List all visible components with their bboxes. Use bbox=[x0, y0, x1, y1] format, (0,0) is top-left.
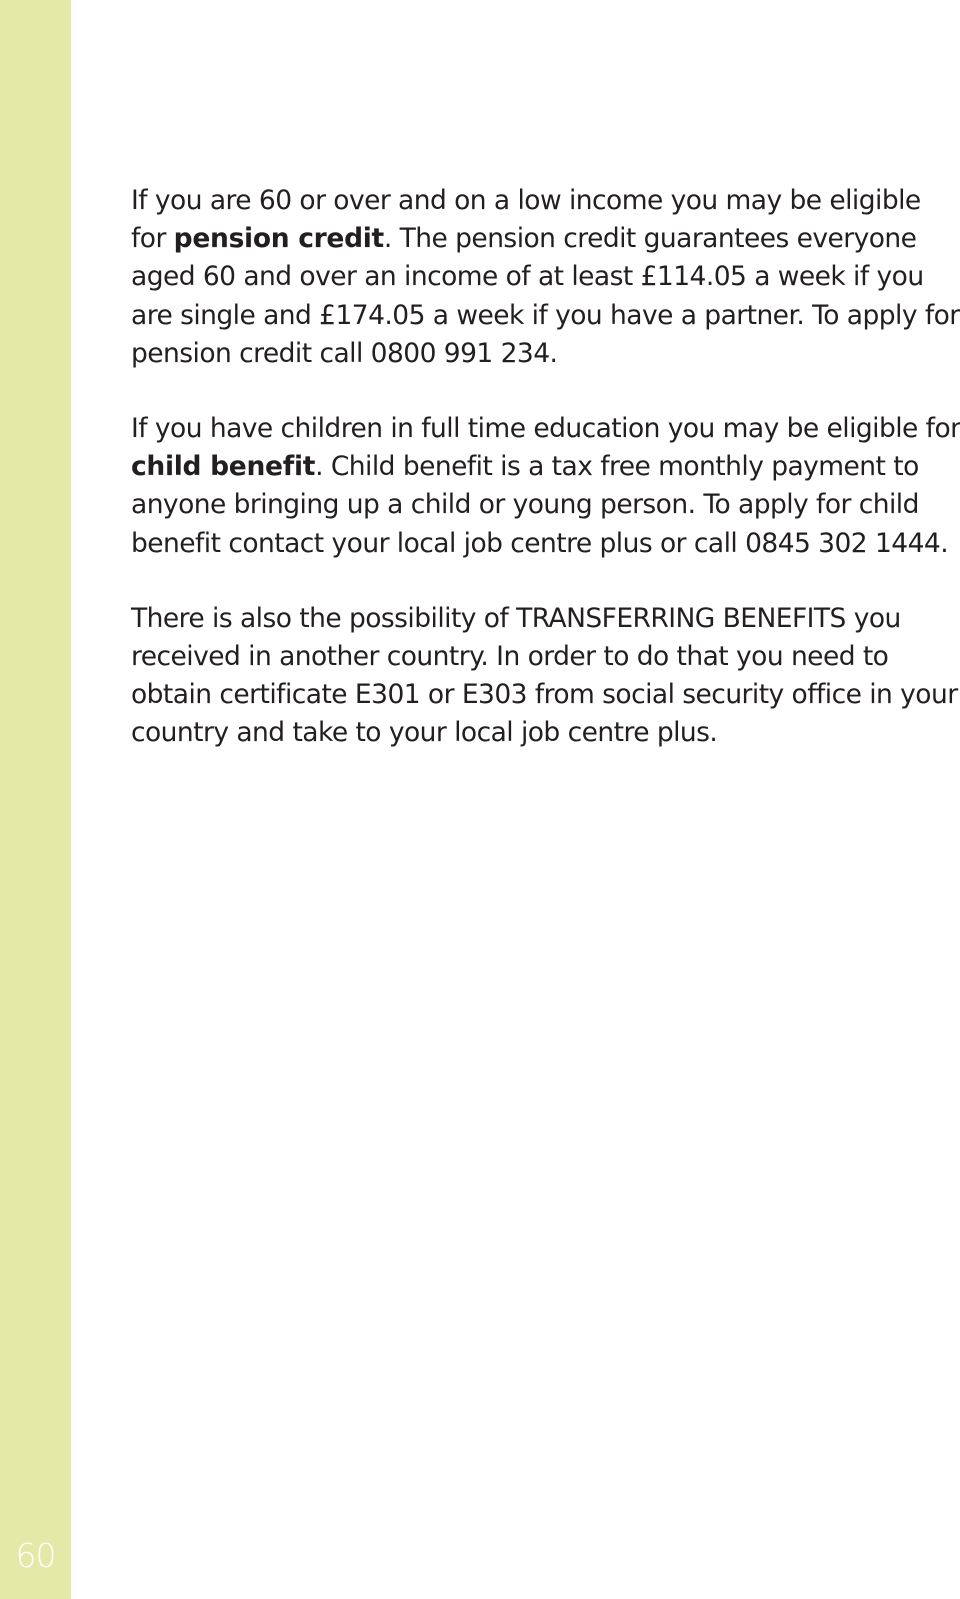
text-line: aged 60 and over an income of at least £114.05 a week if you bbox=[131, 261, 924, 293]
text-line: pension credit call 0800 991 234. bbox=[131, 337, 558, 369]
child-benefit-paragraph bbox=[131, 410, 960, 563]
pension-credit-term: pension credit bbox=[173, 223, 384, 255]
transferring-benefits-paragraph bbox=[131, 600, 958, 753]
text-line: If you have children in full time education you may be eligible for bbox=[131, 413, 960, 445]
text-line: country and take to your local job centre plus. bbox=[131, 717, 718, 749]
body-text bbox=[131, 182, 960, 790]
text-line: child benefit. Child benefit is a tax free monthly payment to bbox=[131, 451, 919, 483]
page-number: 60 bbox=[15, 1536, 56, 1575]
pension-credit-paragraph bbox=[131, 182, 960, 373]
child-benefit-term: child benefit bbox=[131, 451, 316, 483]
text-line: for pension credit. The pension credit guarantees everyone bbox=[131, 223, 917, 255]
text-line: received in another country. In order to do that you need to bbox=[131, 641, 889, 673]
text-line: obtain certificate E301 or E303 from social security office in your bbox=[131, 679, 958, 711]
text-line: are single and £174.05 a week if you have a partner. To apply for bbox=[131, 299, 960, 331]
text-line: benefit contact your local job centre plus or call 0845 302 1444. bbox=[131, 527, 949, 559]
text-line: There is also the possibility of TRANSFERRING BENEFITS you bbox=[131, 602, 901, 634]
text-line: anyone bringing up a child or young person. To apply for child bbox=[131, 489, 919, 521]
text-line: If you are 60 or over and on a low income you may be eligible bbox=[131, 185, 921, 216]
page-sidebar-band bbox=[0, 0, 71, 1599]
